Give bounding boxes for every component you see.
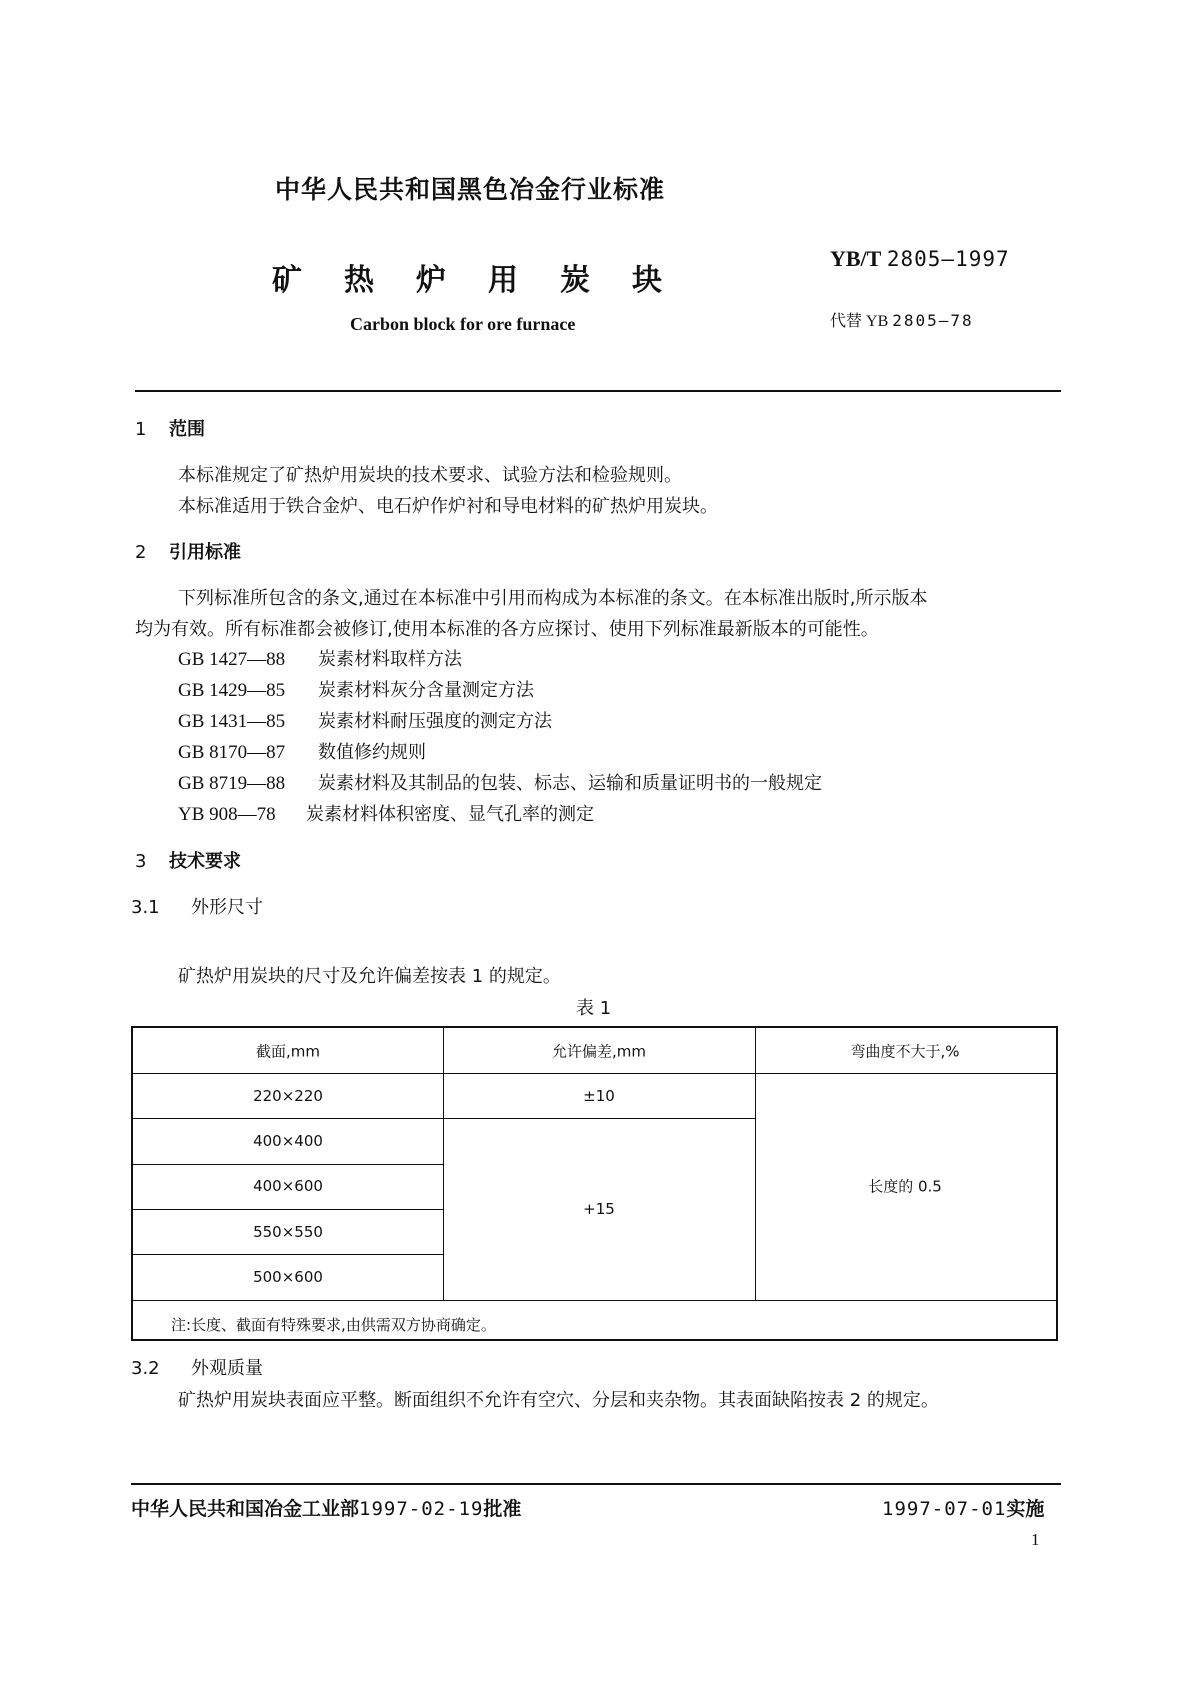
- standard-category: 中华人民共和国黑色冶金行业标准: [275, 175, 666, 204]
- section-2-heading: [135, 538, 241, 564]
- approval-date: 1997-02-19: [359, 1498, 484, 1520]
- document-title-en: Carbon block for ore furnace: [350, 314, 576, 334]
- effective-line: [882, 1494, 1044, 1521]
- reference-item: [178, 707, 552, 733]
- section-title: 技术要求: [169, 851, 241, 872]
- footer-divider: [131, 1483, 1061, 1485]
- table-divider: [133, 1164, 443, 1165]
- section-3-heading: [135, 847, 241, 873]
- paragraph: 本标准适用于铁合金炉、电石炉作炉衬和导电材料的矿热炉用炭块。: [178, 496, 718, 517]
- reference-code: YB 908—78: [178, 804, 276, 825]
- approval-line: [131, 1494, 521, 1521]
- reference-item: [178, 738, 426, 764]
- section-number: 1: [135, 419, 147, 440]
- reference-title: 炭素材料体积密度、显气孔率的测定: [306, 804, 594, 825]
- subsection-3-2-heading: [131, 1354, 263, 1380]
- table-divider: [755, 1028, 756, 1300]
- section-number: 3: [135, 851, 147, 872]
- paragraph: 本标准规定了矿热炉用炭块的技术要求、试验方法和检验规则。: [178, 465, 682, 486]
- paragraph: 下列标准所包含的条文,通过在本标准中引用而构成为本标准的条文。在本标准出版时,所示版本: [178, 588, 928, 609]
- table-cell-section: 220×220: [253, 1087, 323, 1105]
- table-cell-bend: 长度的 0.5: [868, 1177, 942, 1196]
- header-divider: [135, 390, 1061, 392]
- reference-item: [178, 800, 594, 826]
- reference-title: 炭素材料及其制品的包装、标志、运输和质量证明书的一般规定: [318, 773, 822, 794]
- table-divider: [443, 1028, 444, 1300]
- table-divider: [133, 1300, 1056, 1301]
- table-cell-section: 400×600: [253, 1177, 323, 1195]
- reference-code: GB 8170—87: [178, 742, 286, 763]
- section-1-heading: [135, 415, 205, 441]
- reference-item: [178, 769, 822, 795]
- section-title: 范围: [169, 419, 205, 440]
- effective-suffix: 实施: [1006, 1498, 1045, 1520]
- table-divider: [133, 1118, 755, 1119]
- replaces-code: YB: [866, 313, 889, 330]
- reference-code: GB 8719—88: [178, 773, 286, 794]
- table-cell-section: 400×400: [253, 1132, 323, 1150]
- table-note: 注:长度、截面有特殊要求,由供需双方协商确定。: [171, 1316, 496, 1334]
- subsection-number: 3.2: [131, 1358, 160, 1379]
- subsection-title: 外形尺寸: [191, 897, 263, 918]
- approval-suffix: 批准: [483, 1498, 522, 1520]
- table-cell-tolerance: +15: [583, 1200, 615, 1218]
- table-divider: [133, 1254, 443, 1255]
- subsection-3-1-heading: [131, 893, 263, 919]
- reference-title: 炭素材料耐压强度的测定方法: [318, 711, 552, 732]
- reference-title: 数值修约规则: [318, 742, 426, 763]
- reference-code: GB 1431—85: [178, 711, 286, 732]
- subsection-title: 外观质量: [191, 1358, 263, 1379]
- table-header-cell: 弯曲度不大于,%: [850, 1042, 960, 1061]
- table-caption: 表 1: [576, 998, 612, 1019]
- page-number: 1: [1031, 1530, 1040, 1549]
- document-title-cn: 矿热炉用炭块: [272, 263, 704, 298]
- dimension-table: [131, 1026, 1058, 1341]
- approver: 中华人民共和国冶金工业部: [131, 1498, 360, 1520]
- table-divider: [133, 1209, 443, 1210]
- replaces-number: 2805—78: [892, 311, 974, 330]
- reference-code: GB 1427—88: [178, 649, 286, 670]
- table-header-cell: 截面,mm: [256, 1042, 320, 1061]
- reference-item: [178, 645, 462, 671]
- replaces-label: 代替: [830, 313, 863, 330]
- standard-code-prefix: YB/T: [830, 246, 882, 271]
- section-title: 引用标准: [169, 542, 241, 563]
- section-number: 2: [135, 542, 147, 563]
- paragraph: 矿热炉用炭块的尺寸及允许偏差按表 1 的规定。: [178, 966, 561, 987]
- subsection-number: 3.1: [131, 897, 160, 918]
- reference-title: 炭素材料取样方法: [318, 649, 462, 670]
- table-header-cell: 允许偏差,mm: [552, 1042, 646, 1061]
- reference-item: [178, 676, 534, 702]
- reference-title: 炭素材料灰分含量测定方法: [318, 680, 534, 701]
- effective-date: 1997-07-01: [882, 1498, 1007, 1520]
- standard-code: [830, 246, 1010, 272]
- replaces-line: [830, 308, 974, 331]
- standard-code-number: 2805—1997: [886, 247, 1010, 271]
- paragraph: 均为有效。所有标准都会被修订,使用本标准的各方应探讨、使用下列标准最新版本的可能性。: [135, 619, 879, 640]
- table-cell-tolerance: ±10: [583, 1087, 615, 1105]
- reference-code: GB 1429—85: [178, 680, 286, 701]
- paragraph: 矿热炉用炭块表面应平整。断面组织不允许有空穴、分层和夹杂物。其表面缺陷按表 2 的规定。: [178, 1390, 939, 1411]
- table-cell-section: 500×600: [253, 1268, 323, 1286]
- table-cell-section: 550×550: [253, 1223, 323, 1241]
- table-divider: [133, 1073, 1056, 1074]
